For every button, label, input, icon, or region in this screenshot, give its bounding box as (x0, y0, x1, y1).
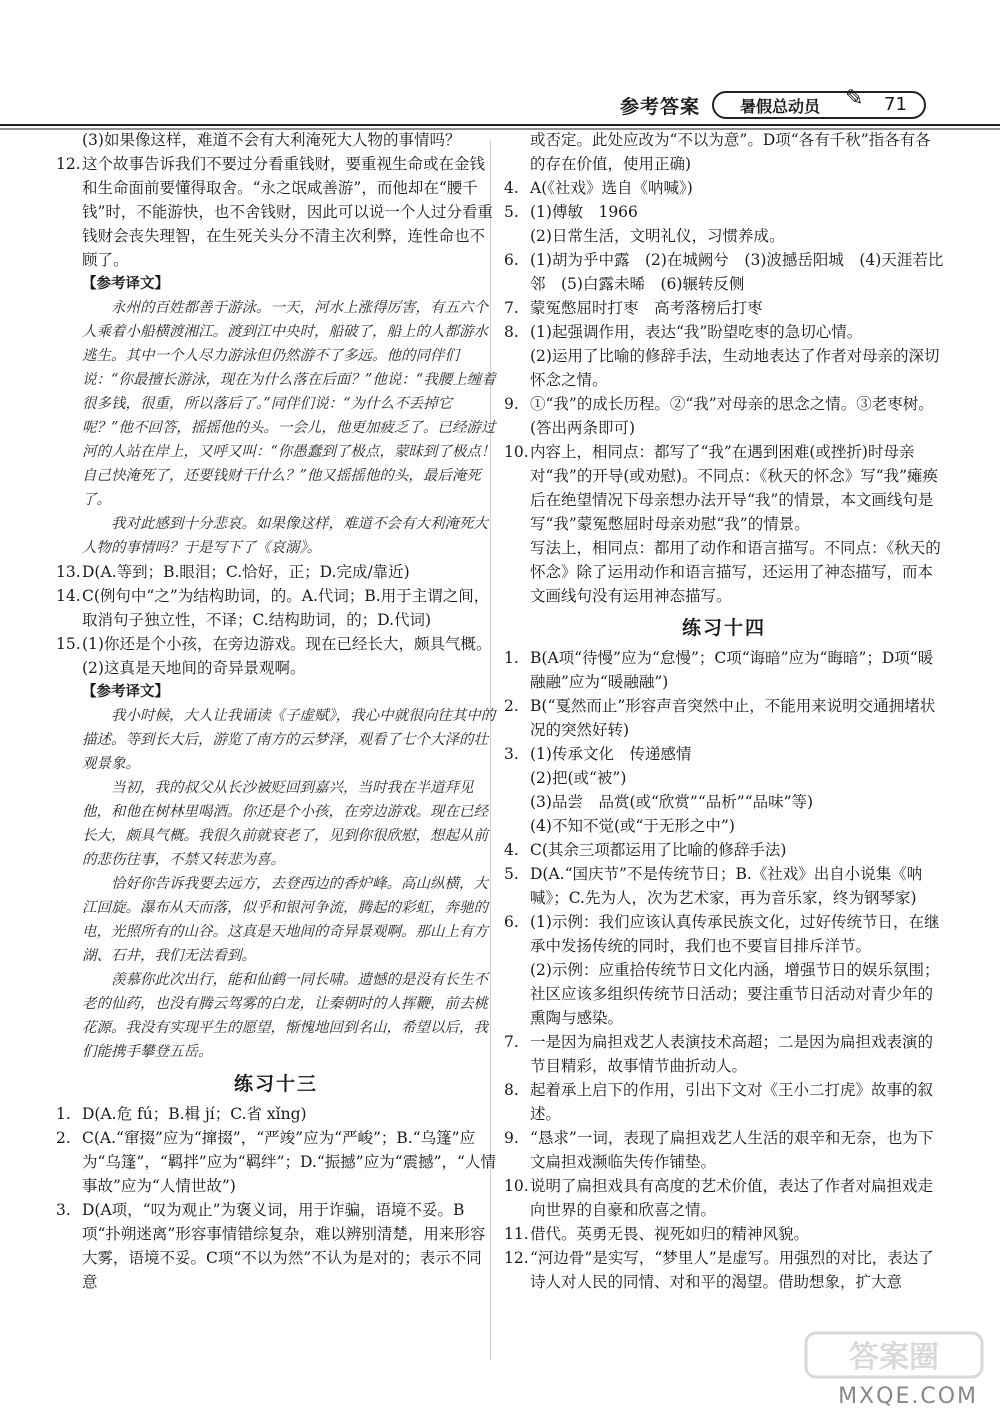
sub-answer: (2)示例：应重拾传统节日文化内涵，增强节日的娱乐氛围；社区应该多组织传统节日活动；要注重节日活动对青少年的熏陶与感染。 (530, 961, 940, 1027)
answer-number: 1. (504, 649, 519, 667)
sub-answer: (2)运用了比喻的修辞手法，生动地表达了作者对母亲的深切怀念之情。 (530, 347, 940, 389)
answer-number: 11. (504, 1225, 529, 1243)
sub-answer: (3)品尝 品赏(或“欣赏”“品析”“品味”等) (530, 793, 814, 811)
answer-number: 2. (504, 697, 519, 715)
answer-number: 4. (504, 179, 519, 197)
answer-text: (1)胡为乎中露 (2)在城阙兮 (3)波撼岳阳城 (4)天涯若比邻 (5)白露未晞 (6)辗转反侧 (530, 251, 944, 293)
answer-item (504, 1246, 944, 1294)
answer-number: 7. (504, 1033, 519, 1051)
answer-number: 13. (56, 563, 81, 581)
answer-number: 15. (56, 635, 81, 653)
sub-answer: (2)这真是天地间的奇异景观啊。 (82, 659, 306, 677)
answer-text: 起着承上启下的作用，引出下文对《王小二打虎》故事的叙述。 (530, 1081, 934, 1123)
answer-item (504, 320, 944, 344)
svg-text:答案圈: 答案圈 (849, 1340, 939, 1375)
answer-item (56, 1126, 496, 1198)
translation-paragraph: 恰好你告诉我要去远方，去登西边的香炉峰。高山纵横，大江回旋。瀑布从天而落，似乎和银河争流，腾起的彩虹，奔驰的电，光照所有的山谷。这真是天地间的奇异景观啊。那山上有方湖、石井，我们无法看到。 (82, 876, 488, 964)
answer-item (504, 910, 944, 958)
translation-paragraph: 我小时候，大人让我诵读《子虚赋》，我心中就很向往其中的描述。等到长大后，游览了南方的云梦泽，观看了七个大泽的壮观景象。 (82, 708, 496, 772)
answer-text: 蒙冤憋屈时打枣 高考落榜后打枣 (530, 299, 763, 317)
translation-paragraph: 当初，我的叔父从长沙被贬回到嘉兴，当时我在半道拜见他，和他在树林里喝酒。你还是个小孩，在旁边游戏。现在已经长大，颇具气概。我很久前就衰老了，见到你很欣慰，想起从前的悲伤往事，不禁又转悲为喜。 (82, 780, 488, 868)
answer-key-label: 参考答案 (620, 96, 701, 118)
answer-text: 这个故事告诉我们不要过分看重钱财，要重视生命或在金钱和生命面前要懂得取舍。“永之氓咸善游”，而他却在“腰千钱”时，不能游快，也不舍钱财，因此可以说一个人过分看重钱财会丧失理智，在生死关头分不清主次利弊，连性命也不顾了。 (82, 155, 493, 269)
sub-answer: (2)把(或“被”) (530, 769, 627, 787)
section-title: 练习十三 (233, 1073, 318, 1095)
page-header (0, 0, 1000, 130)
reference-translation-heading: 【参考译文】 (82, 684, 169, 700)
answer-item (504, 646, 944, 694)
section-title: 练习十四 (681, 617, 766, 639)
answer-number: 4. (504, 841, 519, 859)
answer-item (504, 248, 944, 296)
sub-answer: (2)日常生活，文明礼仪，习惯养成。 (530, 227, 785, 245)
watermark-url: MXQE.COM (838, 1384, 978, 1409)
answer-number: 7. (504, 299, 519, 317)
answer-text: (1)起强调作用，表达“我”盼望吃枣的急切心情。 (530, 323, 863, 341)
answer-number: 9. (504, 1129, 519, 1147)
answer-item (56, 584, 496, 632)
answer-item (56, 1102, 496, 1126)
answer-item (504, 1030, 944, 1078)
answer-number: 14. (56, 587, 81, 605)
answer-text: (1)示例：我们应该认真传承民族文化，过好传统节日，在继承中发扬传统的同时，我们也不要盲目排斥洋节。 (530, 913, 940, 955)
answer-text: (1)傅敏 1966 (530, 203, 638, 221)
answer-item (504, 176, 944, 200)
answer-text: (1)你还是个小孩，在旁边游戏。现在已经长大，颇具气概。 (82, 635, 492, 653)
answer-number: 5. (504, 203, 519, 221)
answer-item (56, 632, 496, 656)
answer-text: 内容上，相同点：都写了“我”在遇到困难(或挫折)时母亲对“我”的开导(或劝慰)。不同点：《秋天的怀念》写“我”瘫痪后在绝望情况下母亲想办法开导“我”的情景，本文画线句是写“我”蒙冤憋屈时母亲劝慰“我”的情景。 (530, 443, 939, 533)
answer-number: 12. (504, 1249, 529, 1267)
answer-number: 10. (504, 1177, 529, 1195)
page-number: 71 (884, 94, 907, 115)
answer-item (504, 392, 944, 440)
answer-number: 9. (504, 395, 519, 413)
right-column (504, 128, 944, 1294)
answer-text: B(A项“待慢”应为“怠慢”；C项“诲暗”应为“晦暗”；D项“暖融融”应为“暖融融”) (530, 649, 934, 691)
answer-number: 8. (504, 323, 519, 341)
answer-text: (1)传承文化 传递感情 (530, 745, 692, 763)
answer-number: 6. (504, 913, 519, 931)
answer-text: 说明了扁担戏具有高度的艺术价值，表达了作者对扁担戏走向世界的自豪和欣喜之情。 (530, 1177, 934, 1219)
series-title: 暑假总动员 (740, 97, 821, 116)
reference-translation (56, 296, 496, 560)
continued-answer: 或否定。此处应改为“不以为意”。D项“各有千秋”指各有各的存在价值，使用正确) (530, 131, 931, 173)
answer-number: 1. (56, 1105, 71, 1123)
answer-item (504, 742, 944, 766)
answer-item (504, 1126, 944, 1174)
answer-number: 2. (56, 1129, 71, 1147)
answer-item (504, 296, 944, 320)
translation-paragraph: 我对此感到十分悲哀。如果像这样，难道不会有大利淹死大人物的事情吗？于是写下了《哀溺》。 (82, 516, 488, 556)
translation-paragraph: 羡慕你此次出行，能和仙鹤一同长啸。遗憾的是没有长生不老的仙药，也没有腾云驾雾的白龙，让秦朝时的人挥鞭，前去桃花源。我没有实现平生的愿望，惭愧地回到名山，希望以后，我们能携手攀登五岳。 (82, 972, 488, 1060)
answer-item (56, 1198, 496, 1294)
answer-text: D(A.“国庆节”不是传统节日；B.《社戏》出自小说集《呐喊》；C.先为人，次为艺术家，再为音乐家，终为钢琴家) (530, 865, 923, 907)
answer-number: 12. (56, 155, 81, 173)
answer-item (504, 694, 944, 742)
sub-answer: (4)不知不觉(或“于无形之中”) (530, 817, 735, 835)
reference-translation-heading: 【参考译文】 (82, 276, 169, 292)
answer-text: 借代。英勇无畏、视死如归的精神风貌。 (530, 1225, 810, 1243)
answer-text: “河边骨”是实写，“梦里人”是虚写。用强烈的对比，表达了诗人对人民的同情、对和平的渴望。借助想象，扩大意 (530, 1249, 934, 1291)
answer-item (504, 1078, 944, 1126)
answer-item (504, 838, 944, 862)
answer-number: 5. (504, 865, 519, 883)
sub-answer: 写法上，相同点：都用了动作和语言描写。不同点：《秋天的怀念》除了运用动作和语言描写，还运用了神态描写，而本文画线句没有运用神态描写。 (530, 539, 941, 605)
answer-text: “恳求”一词，表现了扁担戏艺人生活的艰辛和无奈，也为下文扁担戏濒临失传作铺垫。 (530, 1129, 934, 1171)
reference-translation (56, 704, 496, 1064)
left-column (56, 128, 496, 1294)
answer-text: C(例句中“之”为结构助词，的。A.代词；B.用于主谓之间，取消句子独立性，不译；C.结构助词，的；D.代词) (82, 587, 490, 629)
answer-number: 8. (504, 1081, 519, 1099)
answer-number: 10. (504, 443, 529, 461)
answer-item (504, 862, 944, 910)
pencil-icon: ✎ (845, 86, 864, 111)
answer-text: D(A.危 fú；B.楫 jí；C.省 xǐng) (82, 1105, 307, 1123)
answer-text: C(A.“窜掇”应为“撺掇”，“严竣”应为“严峻”；B.“乌篷”应为“乌篷”，“羁拌”应为“羁绊”；D.“振撼”应为“震撼”，“人情事故”应为“人情世故”) (82, 1129, 496, 1195)
answer-item (56, 152, 496, 272)
answer-item (504, 1174, 944, 1222)
continued-answer: (3)如果像这样，难道不会有大利淹死大人物的事情吗？ (82, 131, 461, 149)
answer-item (504, 440, 944, 536)
answer-text: 一是因为扁担戏艺人表演技术高超；二是因为扁担戏表演的节目精彩，故事情节曲折动人。 (530, 1033, 934, 1075)
answer-text: B(“戛然而止”形容声音突然中止，不能用来说明交通拥堵状况的突然好转) (530, 697, 936, 739)
answer-item (504, 200, 944, 224)
answer-text: C(其余三项都运用了比喻的修辞手法) (530, 841, 787, 859)
answer-number: 3. (56, 1201, 71, 1219)
answer-text: A(《社戏》选自《呐喊》) (530, 179, 693, 197)
answer-text: D(A项，“叹为观止”为褒义词，用于诈骗，语境不妥。B项“扑朔迷离”形容事情错综复杂，难以辨别清楚，用来形容大雾，语境不妥。C项“不以为然”不认为是对的；表示不同意 (82, 1201, 486, 1291)
answer-number: 3. (504, 745, 519, 763)
answer-item (504, 1222, 944, 1246)
translation-paragraph: 永州的百姓都善于游泳。一天，河水上涨得厉害，有五六个人乘着小船横渡湘江。渡到江中央时，船破了，船上的人都游水逃生。其中一个人尽力游泳但仍然游不了多远。他的同伴们说：“你最擅长游泳，现在为什么落在后面？”他说：“我腰上缠着很多钱，很重，所以落后了。”同伴们说：“为什么不丢掉它呢？”他不回答，摇摇他的头。一会儿，他更加疲乏了。已经游过河的人站在岸上，又呼又叫：“你愚蠢到了极点，蒙昧到了极点！自己快淹死了，还要钱财干什么？”他又摇摇他的头，最后淹死了。 (82, 300, 496, 508)
answer-number: 6. (504, 251, 519, 269)
answer-item (56, 560, 496, 584)
answer-text: ①“我”的成长历程。②“我”对母亲的思念之情。③老枣树。(答出两条即可) (530, 395, 934, 437)
answer-text: D(A.等到；B.眼泪；C.恰好，正；D.完成/靠近) (82, 563, 410, 581)
